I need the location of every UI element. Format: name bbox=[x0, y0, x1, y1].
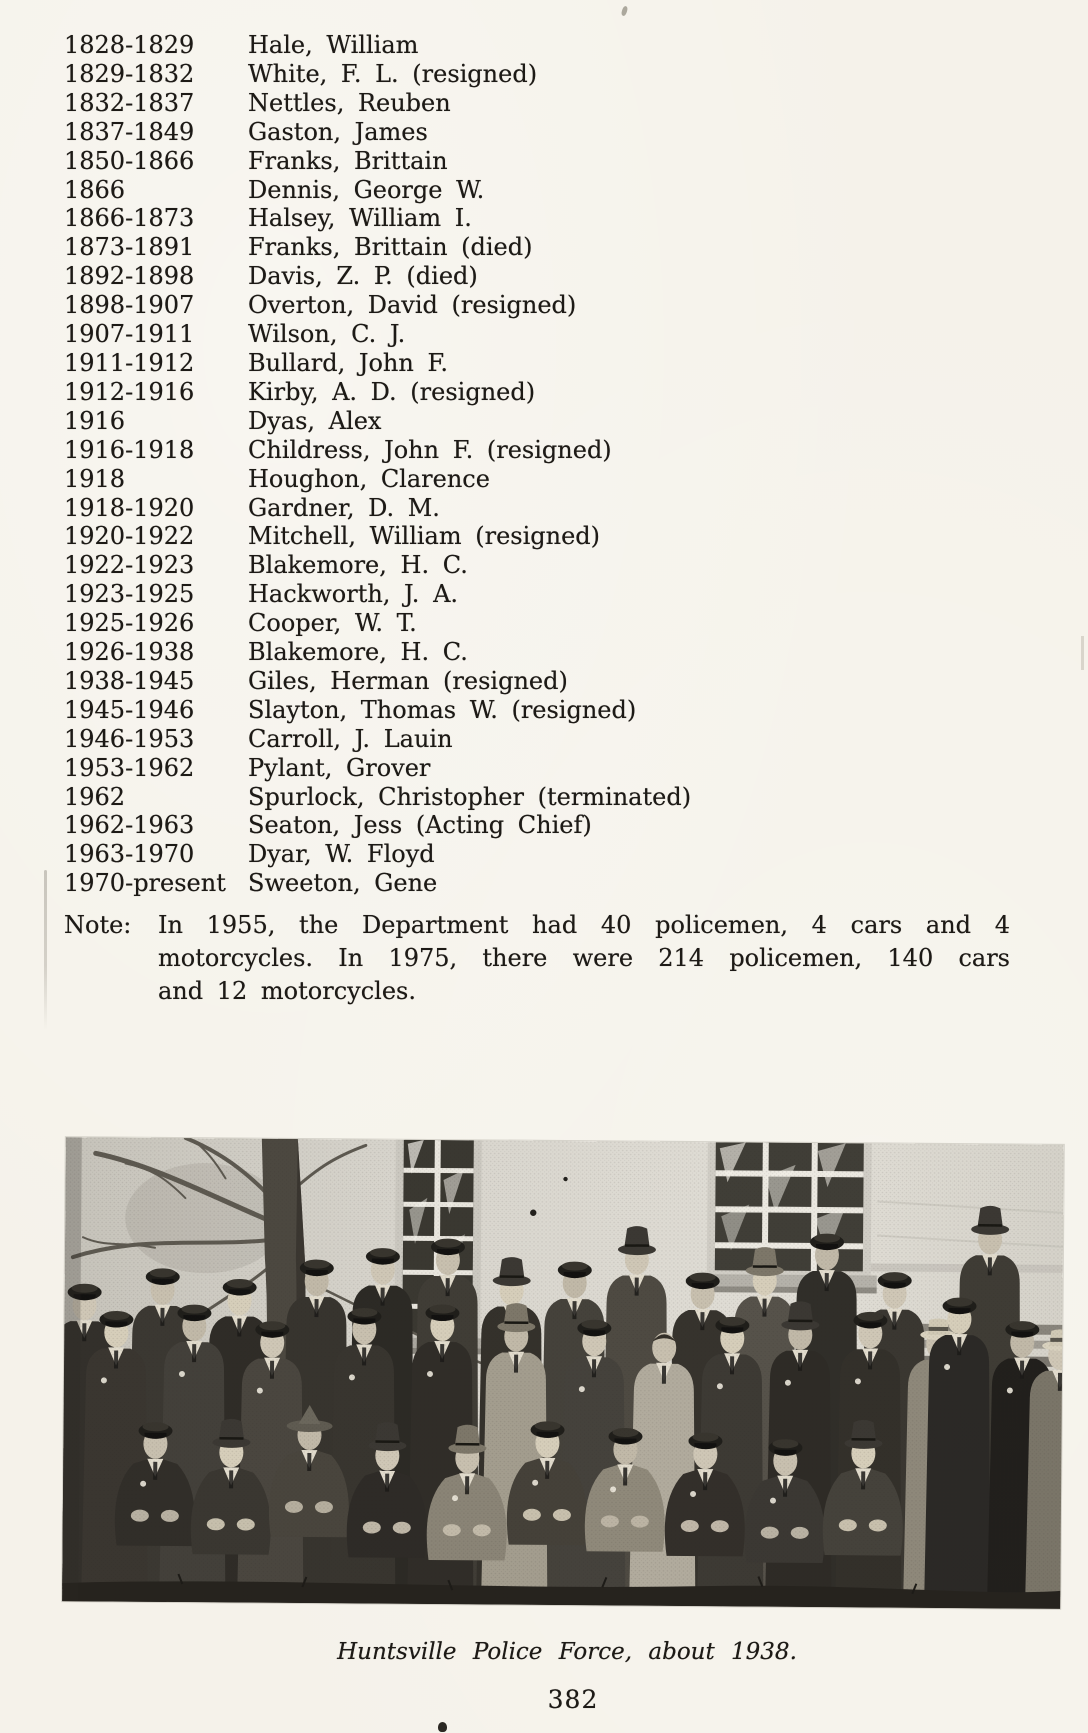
chief-years: 1912-1916 bbox=[64, 377, 195, 406]
chief-years: 1922-1923 bbox=[64, 551, 195, 580]
chief-years: 1962 bbox=[64, 782, 126, 811]
chief-years: 1828-1829 bbox=[64, 31, 195, 59]
scan-speck bbox=[621, 5, 629, 16]
chief-years: 1892-1898 bbox=[64, 262, 195, 291]
chief-row bbox=[64, 31, 691, 60]
chief-name: Gaston, James bbox=[248, 117, 428, 146]
chief-years: 1837-1849 bbox=[64, 117, 195, 146]
chief-years: 1907-1911 bbox=[64, 320, 195, 349]
chief-years: 1923-1925 bbox=[64, 580, 195, 609]
note-block bbox=[64, 909, 1010, 1008]
chief-name: Mitchell, William (resigned) bbox=[248, 522, 601, 551]
chief-name: Cooper, W. T. bbox=[248, 609, 417, 638]
chief-years: 1866 bbox=[64, 175, 126, 204]
chief-name: Halsey, William I. bbox=[248, 204, 472, 233]
chief-years: 1962-1963 bbox=[64, 811, 195, 840]
note-label: Note: bbox=[64, 911, 132, 939]
chief-row bbox=[64, 320, 691, 349]
note-line: In 1955, the Department had 40 policemen, 4 cars and 4 bbox=[158, 911, 1010, 939]
chief-row bbox=[64, 465, 691, 494]
chief-row bbox=[64, 89, 691, 118]
chief-row bbox=[64, 494, 691, 523]
chief-row bbox=[64, 176, 691, 205]
chief-row bbox=[64, 840, 691, 869]
chief-row bbox=[64, 551, 691, 580]
police-force-photo-image bbox=[62, 1137, 1064, 1609]
chief-years: 1946-1953 bbox=[64, 724, 195, 753]
chief-row bbox=[64, 262, 691, 291]
chief-name: Gardner, D. M. bbox=[248, 493, 440, 522]
chief-row bbox=[64, 147, 691, 176]
chief-years: 1925-1926 bbox=[64, 609, 195, 638]
chief-row bbox=[64, 580, 691, 609]
chief-row bbox=[64, 60, 691, 89]
chief-name: Wilson, C. J. bbox=[248, 320, 406, 349]
chief-row bbox=[64, 667, 691, 696]
chief-name: Bullard, John F. bbox=[248, 348, 449, 377]
chief-name: Blakemore, H. C. bbox=[248, 551, 468, 580]
chief-row bbox=[64, 349, 691, 378]
chief-years: 1866-1873 bbox=[64, 204, 195, 233]
chief-name: Dennis, George W. bbox=[248, 175, 485, 204]
chief-years: 1970-present bbox=[64, 869, 226, 898]
chief-name: Giles, Herman (resigned) bbox=[248, 666, 568, 695]
chiefs-list bbox=[64, 31, 691, 898]
chief-row bbox=[64, 696, 691, 725]
chief-years: 1873-1891 bbox=[64, 233, 195, 262]
chief-row bbox=[64, 291, 691, 320]
chief-years: 1953-1962 bbox=[64, 753, 195, 782]
chief-years: 1911-1912 bbox=[64, 348, 195, 377]
chief-name: Dyar, W. Floyd bbox=[248, 840, 435, 869]
chief-row bbox=[64, 811, 691, 840]
chief-name: Houghon, Clarence bbox=[248, 464, 490, 493]
scan-speck bbox=[438, 1722, 447, 1732]
chief-row bbox=[64, 725, 691, 754]
police-force-photo bbox=[62, 1137, 1064, 1609]
chief-years: 1945-1946 bbox=[64, 695, 195, 724]
chief-row bbox=[64, 522, 691, 551]
chief-years: 1829-1832 bbox=[64, 59, 195, 88]
chief-row bbox=[64, 407, 691, 436]
chief-name: Sweeton, Gene bbox=[248, 869, 438, 898]
chief-years: 1926-1938 bbox=[64, 638, 195, 667]
chief-years: 1938-1945 bbox=[64, 666, 195, 695]
chief-years: 1850-1866 bbox=[64, 146, 195, 175]
chief-name: Spurlock, Christopher (terminated) bbox=[248, 782, 692, 811]
chief-row bbox=[64, 638, 691, 667]
chief-row bbox=[64, 609, 691, 638]
chief-name: Hale, William bbox=[248, 31, 419, 59]
chief-name: Seaton, Jess (Acting Chief) bbox=[248, 811, 592, 840]
chief-name: Blakemore, H. C. bbox=[248, 638, 468, 667]
chief-name: Slayton, Thomas W. (resigned) bbox=[248, 695, 637, 724]
chief-row bbox=[64, 436, 691, 465]
chief-name: Dyas, Alex bbox=[248, 406, 382, 435]
chief-name: White, F. L. (resigned) bbox=[248, 59, 538, 88]
chief-years: 1898-1907 bbox=[64, 291, 195, 320]
chief-name: Childress, John F. (resigned) bbox=[248, 435, 612, 464]
photo-caption: Huntsville Police Force, about 1938. bbox=[337, 1639, 797, 1665]
note-line: and 12 motorcycles. bbox=[158, 977, 416, 1005]
chief-row bbox=[64, 204, 691, 233]
chief-name: Franks, Brittain bbox=[248, 146, 448, 175]
note-line: motorcycles. In 1975, there were 214 policemen, 140 cars bbox=[158, 944, 1010, 972]
chief-years: 1920-1922 bbox=[64, 522, 195, 551]
chief-name: Nettles, Reuben bbox=[248, 88, 451, 117]
chief-years: 1916-1918 bbox=[64, 435, 195, 464]
chief-name: Kirby, A. D. (resigned) bbox=[248, 377, 536, 406]
chief-row bbox=[64, 378, 691, 407]
chief-row bbox=[64, 118, 691, 147]
scan-artifact-tick bbox=[1081, 636, 1084, 670]
chief-name: Overton, David (resigned) bbox=[248, 291, 577, 320]
halftone-overlay bbox=[62, 1137, 1064, 1609]
chief-years: 1963-1970 bbox=[64, 840, 195, 869]
chief-name: Carroll, J. Lauin bbox=[248, 724, 453, 753]
chief-years: 1918 bbox=[64, 464, 126, 493]
page-number: 382 bbox=[547, 1685, 599, 1714]
chief-name: Davis, Z. P. (died) bbox=[248, 262, 478, 291]
chief-row bbox=[64, 869, 691, 898]
chief-row bbox=[64, 233, 691, 262]
chief-name: Franks, Brittain (died) bbox=[248, 233, 533, 262]
chief-row bbox=[64, 783, 691, 812]
note-body bbox=[158, 909, 1010, 1008]
chief-years: 1918-1920 bbox=[64, 493, 195, 522]
chief-years: 1916 bbox=[64, 406, 126, 435]
chief-name: Hackworth, J. A. bbox=[248, 580, 459, 609]
chief-row bbox=[64, 754, 691, 783]
chief-years: 1832-1837 bbox=[64, 88, 195, 117]
scan-artifact-line bbox=[44, 870, 47, 1030]
chief-name: Pylant, Grover bbox=[248, 753, 431, 782]
